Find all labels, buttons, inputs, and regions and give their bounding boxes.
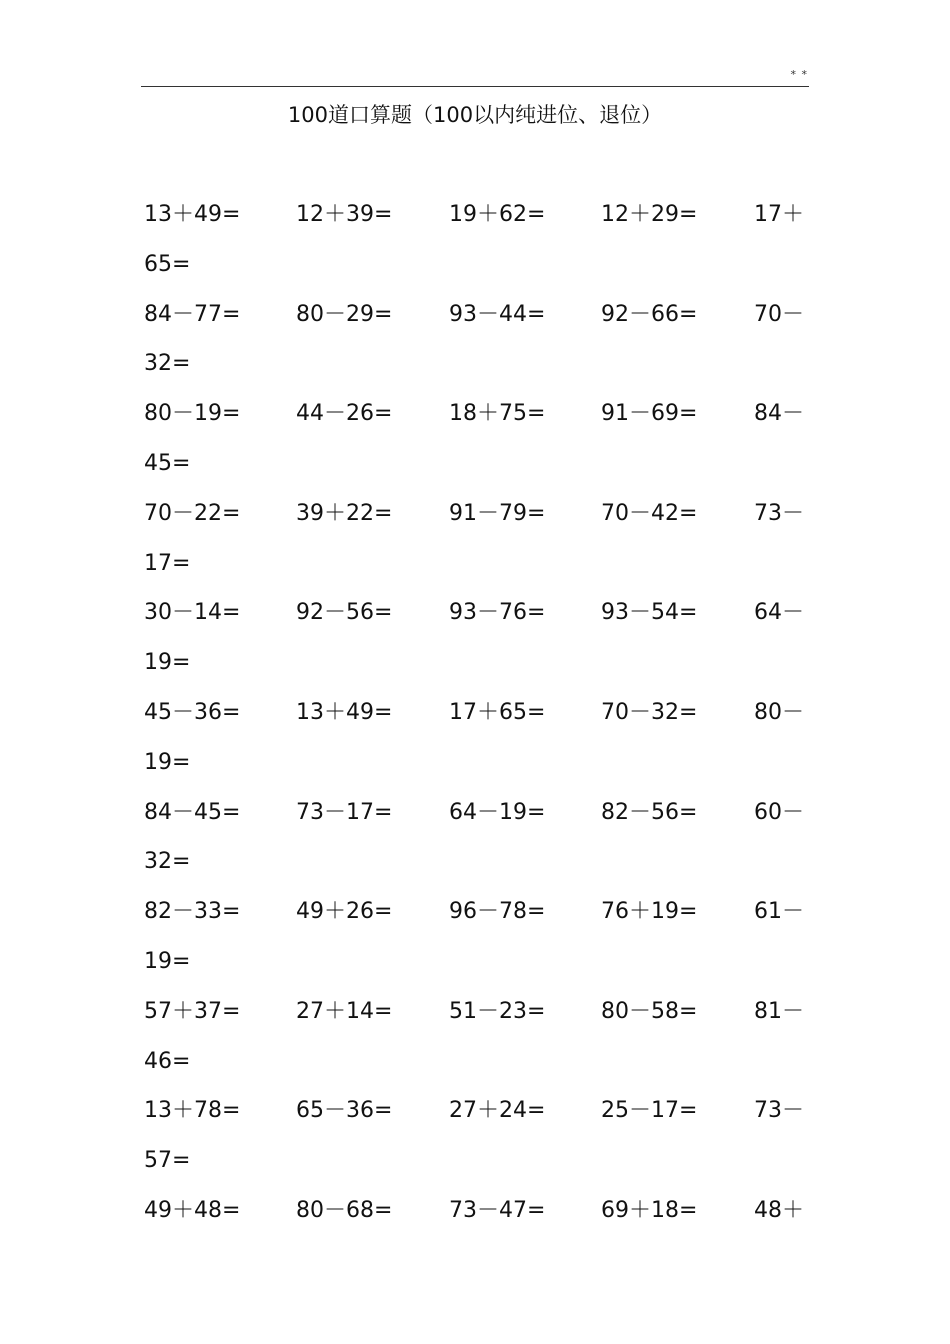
problem: 80－29= <box>296 301 393 327</box>
problem-row <box>144 1086 824 1186</box>
problem: 44－26= <box>296 401 393 427</box>
problem-wrap: 19= <box>144 749 191 775</box>
problem: 82－33= <box>144 899 241 925</box>
problem: 13＋49= <box>296 699 393 725</box>
problem: 30－14= <box>144 600 241 626</box>
problem: 80－19= <box>144 401 241 427</box>
problem: 92－66= <box>601 301 698 327</box>
problem-list <box>144 190 824 1286</box>
problem: 70－22= <box>144 500 241 526</box>
problem-row <box>144 688 824 788</box>
problem: 84－77= <box>144 301 241 327</box>
problem: 80－68= <box>296 1197 393 1223</box>
problem: 49＋26= <box>296 899 393 925</box>
problem-wrap: 19= <box>144 948 191 974</box>
problem: 92－56= <box>296 600 393 626</box>
problem: 27＋24= <box>449 1098 546 1124</box>
problem: 73－ <box>754 500 804 526</box>
header-mark: * * <box>790 68 808 81</box>
problem: 61－ <box>754 899 804 925</box>
problem: 51－23= <box>449 998 546 1024</box>
problem: 57＋37= <box>144 998 241 1024</box>
problem: 91－69= <box>601 401 698 427</box>
problem-row <box>144 788 824 888</box>
problem: 82－56= <box>601 799 698 825</box>
problem: 39＋22= <box>296 500 393 526</box>
problem-row <box>144 987 824 1087</box>
problem: 65－36= <box>296 1098 393 1124</box>
problem: 80－ <box>754 699 804 725</box>
problem-wrap: 57= <box>144 1148 191 1174</box>
problem-row <box>144 1186 824 1286</box>
problem-row <box>144 489 824 589</box>
problem: 93－76= <box>449 600 546 626</box>
problem: 17＋65= <box>449 699 546 725</box>
problem: 12＋29= <box>601 202 698 227</box>
problem: 80－58= <box>601 998 698 1024</box>
problem: 73－17= <box>296 799 393 825</box>
problem-row <box>144 887 824 987</box>
problem: 73－47= <box>449 1197 546 1223</box>
problem: 73－ <box>754 1098 804 1124</box>
problem-wrap: 32= <box>144 849 191 875</box>
problem-wrap: 65= <box>144 251 191 277</box>
problem: 96－78= <box>449 899 546 925</box>
problem-row <box>144 290 824 390</box>
problem: 49＋48= <box>144 1197 241 1223</box>
problem-row <box>144 190 824 290</box>
problem-wrap: 17= <box>144 550 191 576</box>
problem: 13＋49= <box>144 202 241 227</box>
problem: 64－ <box>754 600 804 626</box>
problem: 45－36= <box>144 699 241 725</box>
problem: 25－17= <box>601 1098 698 1124</box>
problem: 81－ <box>754 998 804 1024</box>
problem: 70－42= <box>601 500 698 526</box>
problem: 91－79= <box>449 500 546 526</box>
problem: 64－19= <box>449 799 546 825</box>
problem-wrap: 32= <box>144 351 191 377</box>
problem: 12＋39= <box>296 202 393 227</box>
problem: 84－45= <box>144 799 241 825</box>
problem: 18＋75= <box>449 401 546 427</box>
problem: 60－ <box>754 799 804 825</box>
problem: 27＋14= <box>296 998 393 1024</box>
problem: 93－44= <box>449 301 546 327</box>
problem: 17＋ <box>754 202 804 227</box>
problem: 48＋ <box>754 1197 804 1223</box>
problem-row <box>144 588 824 688</box>
header-rule <box>141 86 809 87</box>
problem-wrap: 19= <box>144 650 191 676</box>
problem: 93－54= <box>601 600 698 626</box>
problem: 19＋62= <box>449 202 546 227</box>
problem: 84－ <box>754 401 804 427</box>
problem: 76＋19= <box>601 899 698 925</box>
page-title: 100道口算题（100以内纯进位、退位） <box>287 103 663 127</box>
problem-wrap: 45= <box>144 450 191 476</box>
problem-row <box>144 389 824 489</box>
problem-wrap: 46= <box>144 1048 191 1074</box>
problem: 13＋78= <box>144 1098 241 1124</box>
problem: 70－ <box>754 301 804 327</box>
problem: 70－32= <box>601 699 698 725</box>
problem: 69＋18= <box>601 1197 698 1223</box>
